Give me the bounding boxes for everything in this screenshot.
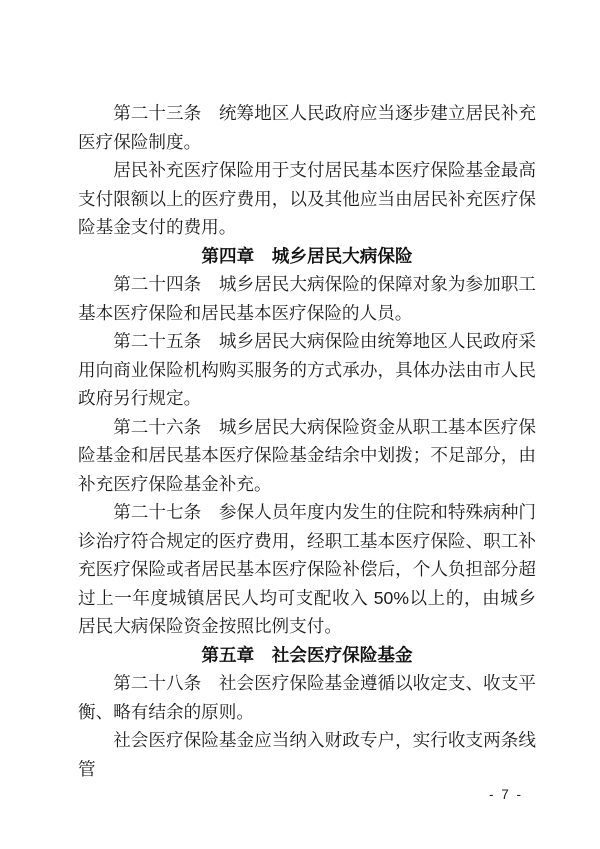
page-number: - 7 - (488, 787, 523, 802)
paragraph: 第二十七条 参保人员年度内发生的住院和特殊病种门诊治疗符合规定的医疗费用，经职工基本医疗保险、职工补充医疗保险或者居民基本医疗保险补偿后，个人负担部分超过上一年度城镇居民人均可支配收入 50%以上的，由城乡居民大病保险资金按照比例支付。 (78, 502, 536, 636)
paragraph: 第二十四条 城乡居民大病保险的保障对象为参加职工基本医疗保险和居民基本医疗保险的人员。 (78, 274, 536, 323)
paragraph: 第二十八条 社会医疗保险基金遵循以收定支、收支平衡、略有结余的原则。 (78, 673, 536, 722)
paragraph: 第二十三条 统筹地区人民政府应当逐步建立居民补充医疗保险制度。 (78, 103, 536, 152)
document-body (78, 99, 536, 783)
paragraph: 第二十六条 城乡居民大病保险资金从职工基本医疗保险基金和居民基本医疗保险基金结余中划拨；不足部分，由补充医疗保险基金补充。 (78, 416, 536, 494)
paragraph: 居民补充医疗保险用于支付居民基本医疗保险基金最高支付限额以上的医疗费用，以及其他应当由居民补充医疗保险基金支付的费用。 (78, 160, 536, 237)
paragraph: 第二十五条 城乡居民大病保险由统筹地区人民政府采用向商业保险机构购买服务的方式承办，具体办法由市人民政府另行规定。 (78, 331, 536, 408)
chapter-heading: 第五章 社会医疗保险基金 (201, 644, 413, 665)
chapter-heading: 第四章 城乡居民大病保险 (201, 245, 413, 266)
paragraph: 社会医疗保险基金应当纳入财政专户，实行收支两条线管 (78, 730, 536, 779)
